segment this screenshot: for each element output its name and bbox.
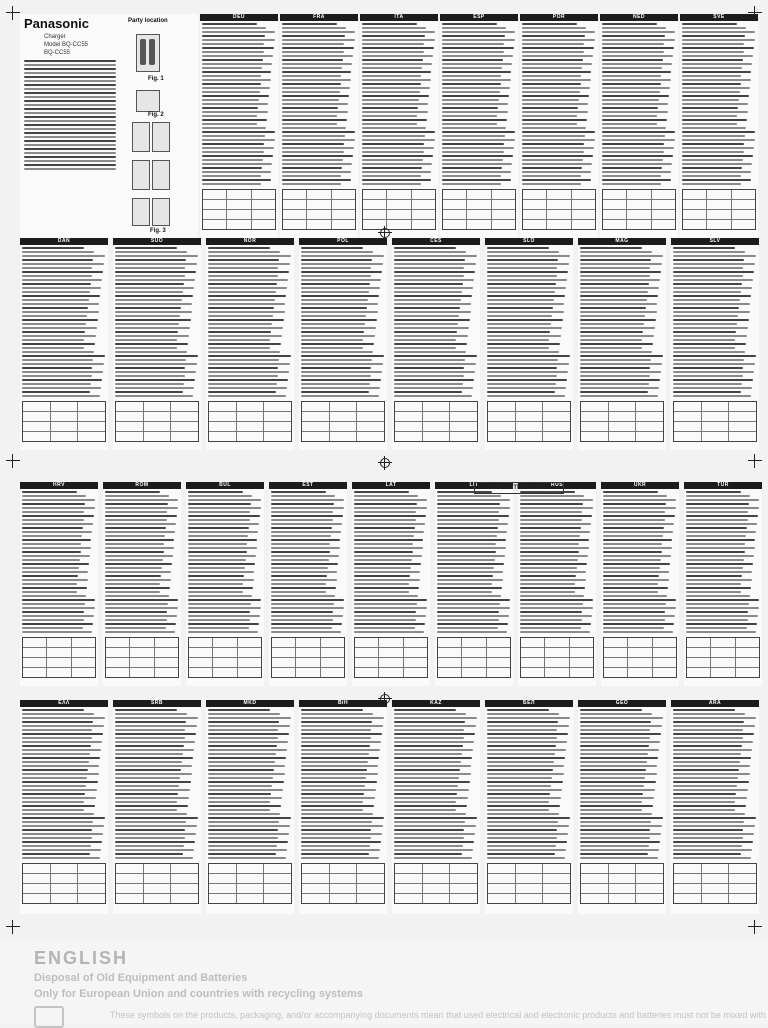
fig3-label: Fig. 3 bbox=[150, 228, 166, 234]
language-panel bbox=[435, 482, 513, 686]
charger-illustration-7 bbox=[132, 198, 150, 226]
language-panel bbox=[113, 238, 201, 450]
language-panel bbox=[360, 14, 438, 238]
crop-mark bbox=[6, 920, 20, 934]
charge-time-table bbox=[580, 401, 664, 442]
language-header: SRB bbox=[113, 700, 201, 707]
charge-time-table bbox=[188, 637, 262, 678]
charge-time-table bbox=[394, 401, 478, 442]
crop-mark bbox=[378, 226, 392, 240]
language-panel bbox=[20, 700, 108, 914]
language-header: TUR bbox=[684, 482, 762, 489]
charge-time-table bbox=[22, 637, 96, 678]
language-panel bbox=[440, 14, 518, 238]
language-header: EST bbox=[269, 482, 347, 489]
language-panel bbox=[601, 482, 679, 686]
language-panel bbox=[578, 700, 666, 914]
disposal-heading: ENGLISH bbox=[34, 948, 129, 968]
language-header: ARA bbox=[671, 700, 759, 707]
language-header: ITA bbox=[360, 14, 438, 21]
language-panel bbox=[485, 238, 573, 450]
language-header: BUL bbox=[186, 482, 264, 489]
language-header: POR bbox=[520, 14, 598, 21]
charge-time-table bbox=[22, 863, 106, 904]
language-panel bbox=[392, 700, 480, 914]
language-panel bbox=[485, 700, 573, 914]
language-header: БЕЛ bbox=[485, 700, 573, 707]
language-panel bbox=[20, 238, 108, 450]
charger-illustration-8 bbox=[152, 198, 170, 226]
charger-illustration-3 bbox=[132, 122, 150, 152]
crop-mark bbox=[378, 456, 392, 470]
language-header: DAN bbox=[20, 238, 108, 245]
language-panel bbox=[20, 482, 98, 686]
language-panel bbox=[392, 238, 480, 450]
charge-time-table bbox=[673, 401, 757, 442]
language-panel bbox=[206, 238, 294, 450]
charge-time-table bbox=[673, 863, 757, 904]
crop-mark bbox=[6, 6, 20, 20]
charge-time-table bbox=[208, 863, 292, 904]
language-header: LAT bbox=[352, 482, 430, 489]
language-header: LIT bbox=[435, 482, 513, 489]
language-panel bbox=[671, 238, 759, 450]
guarantee-block bbox=[474, 482, 564, 494]
language-header: MAG bbox=[578, 238, 666, 245]
language-header: GEO bbox=[578, 700, 666, 707]
fig2-label: Fig. 2 bbox=[148, 112, 164, 118]
language-panel bbox=[269, 482, 347, 686]
fig1-label: Fig. 1 bbox=[148, 76, 164, 82]
language-panel bbox=[680, 14, 758, 238]
recycle-bin-icon bbox=[34, 1006, 64, 1028]
language-header: DEU bbox=[200, 14, 278, 21]
language-header: NOR bbox=[206, 238, 294, 245]
charge-time-table bbox=[202, 189, 276, 230]
cover-panel bbox=[20, 14, 198, 238]
charge-time-table bbox=[22, 401, 106, 442]
language-panel bbox=[186, 482, 264, 686]
language-header: ΕΛΛ bbox=[20, 700, 108, 707]
language-panel bbox=[200, 14, 278, 238]
language-header: ΚΑΖ bbox=[392, 700, 480, 707]
charge-time-table bbox=[105, 637, 179, 678]
language-panel bbox=[299, 238, 387, 450]
language-panel bbox=[206, 700, 294, 914]
charge-time-table bbox=[487, 401, 571, 442]
language-panel bbox=[299, 700, 387, 914]
language-header: ČES bbox=[392, 238, 480, 245]
language-header: RUS bbox=[518, 482, 596, 489]
charger-illustration-4 bbox=[152, 122, 170, 152]
language-header: SVE bbox=[680, 14, 758, 21]
language-panel bbox=[671, 700, 759, 914]
guarantee-title: GARANTİ BELGESİ bbox=[474, 482, 564, 494]
language-header: NED bbox=[600, 14, 678, 21]
language-header: UKR bbox=[601, 482, 679, 489]
language-panel bbox=[600, 14, 678, 238]
cover-text-block bbox=[22, 58, 118, 208]
language-header: HRV bbox=[20, 482, 98, 489]
language-header: ESP bbox=[440, 14, 518, 21]
disposal-line1: Disposal of Old Equipment and Batteries bbox=[34, 972, 248, 984]
charge-time-table bbox=[282, 189, 356, 230]
charge-time-table bbox=[682, 189, 756, 230]
language-panel bbox=[113, 700, 201, 914]
disposal-section bbox=[0, 940, 768, 1024]
brand-logo: Panasonic bbox=[24, 16, 90, 31]
charger-illustration-6 bbox=[152, 160, 170, 190]
crop-mark bbox=[748, 454, 762, 468]
crop-mark bbox=[6, 454, 20, 468]
charge-time-table bbox=[520, 637, 594, 678]
language-header: MKD bbox=[206, 700, 294, 707]
charge-time-table bbox=[301, 401, 385, 442]
language-panel bbox=[578, 238, 666, 450]
charger-illustration-1 bbox=[136, 34, 160, 72]
charge-time-table bbox=[522, 189, 596, 230]
charge-time-table bbox=[271, 637, 345, 678]
charge-time-table bbox=[686, 637, 760, 678]
charge-time-table bbox=[602, 189, 676, 230]
disposal-line2: Only for European Union and countries with recycling systems bbox=[34, 988, 363, 1000]
model-sub: BQ-CC55 bbox=[44, 50, 71, 56]
charge-time-table bbox=[301, 863, 385, 904]
charger-illustration-2 bbox=[136, 90, 160, 112]
charge-time-table bbox=[487, 863, 571, 904]
language-header: SLV bbox=[671, 238, 759, 245]
charge-time-table bbox=[603, 637, 677, 678]
charge-time-table bbox=[580, 863, 664, 904]
charge-time-table bbox=[115, 401, 199, 442]
charge-time-table bbox=[354, 637, 428, 678]
language-header: SLO bbox=[485, 238, 573, 245]
crop-mark bbox=[748, 920, 762, 934]
language-panel bbox=[518, 482, 596, 686]
language-header: FRA bbox=[280, 14, 358, 21]
language-panel bbox=[352, 482, 430, 686]
disposal-paragraph: These symbols on the products, packaging, and/or accompanying documents mean that used electrical and electronic products and batteries must not be mixed with bbox=[110, 1010, 766, 1020]
product-name: Charger bbox=[44, 34, 66, 40]
language-panel bbox=[520, 14, 598, 238]
charge-time-table bbox=[442, 189, 516, 230]
language-panel bbox=[280, 14, 358, 238]
charge-time-table bbox=[115, 863, 199, 904]
charge-time-table bbox=[437, 637, 511, 678]
language-header: POL bbox=[299, 238, 387, 245]
language-header: BiH bbox=[299, 700, 387, 707]
language-header: SUO bbox=[113, 238, 201, 245]
party-location-label: Party location bbox=[128, 18, 168, 24]
charge-time-table bbox=[208, 401, 292, 442]
crop-mark bbox=[748, 6, 762, 20]
charge-time-table bbox=[394, 863, 478, 904]
language-header: ROM bbox=[103, 482, 181, 489]
crop-mark bbox=[378, 692, 392, 706]
language-panel bbox=[684, 482, 762, 686]
charger-illustration-5 bbox=[132, 160, 150, 190]
model-number: Model BQ-CC55 bbox=[44, 42, 89, 48]
charge-time-table bbox=[362, 189, 436, 230]
language-panel bbox=[103, 482, 181, 686]
